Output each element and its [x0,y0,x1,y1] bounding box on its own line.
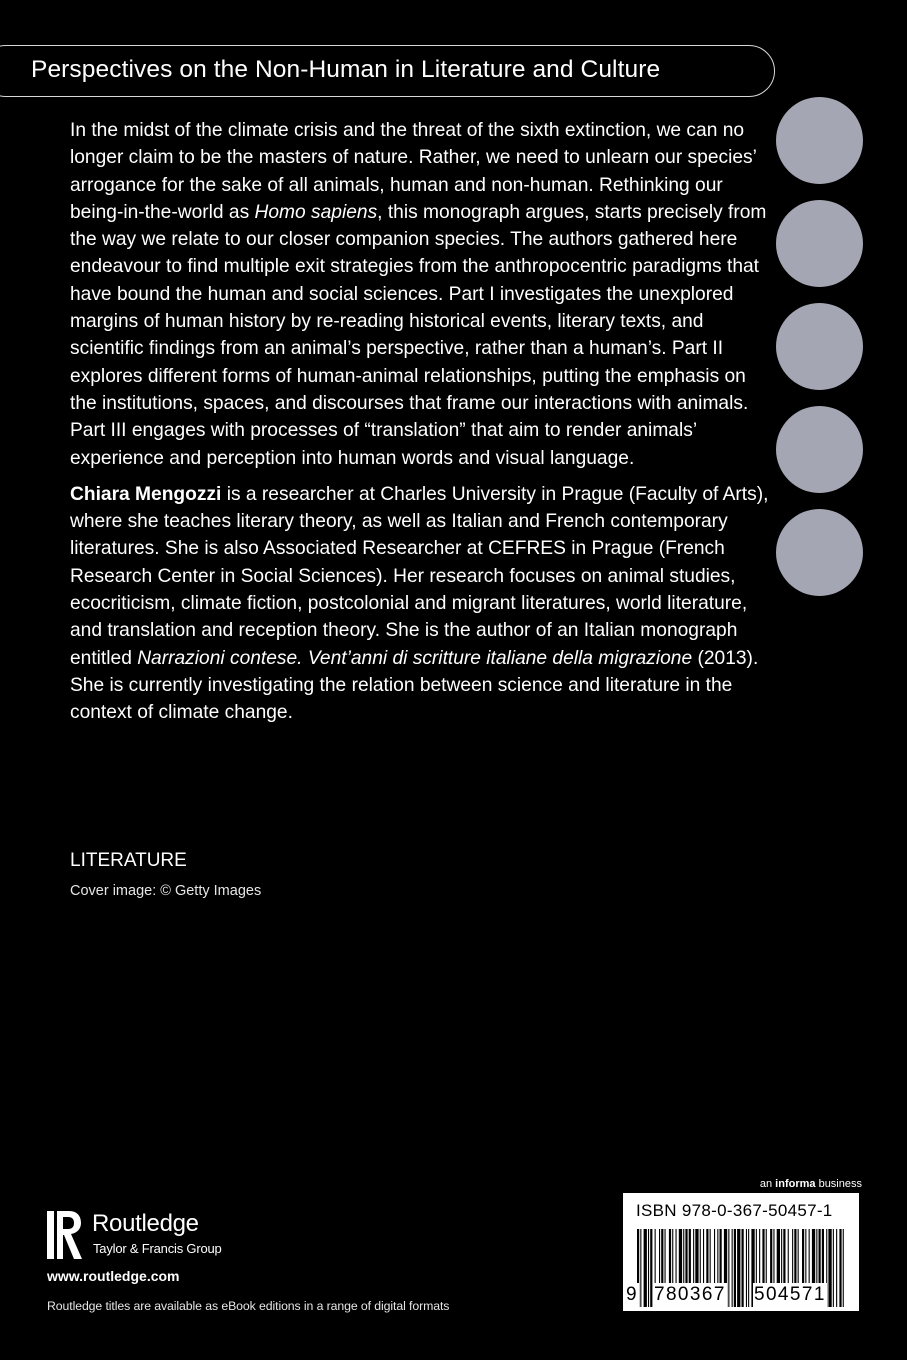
isbn-label: ISBN 978-0-367-50457-1 [636,1201,833,1220]
book-description [70,117,770,472]
informa-brand: informa [775,1178,816,1190]
decorative-dot [776,200,863,287]
ean-digits [625,1283,861,1309]
bio-text-1: is a researcher at Charles University in Prague (Faculty of Arts), where she teaches literary theory, as well as Italian and French contemporary literatures. She is also Associated Researcher at CEFRES in Prague (French Research Center in Social Sciences). Her research focuses on animal studies, ecocriticism, climate fiction, postcolonial and migrant literatures, world literature, and translation and reception theory. She is the author of an Italian monograph entitled [70,483,769,669]
publisher-url[interactable]: www.routledge.com [47,1268,180,1284]
ean-digits-right: 504571 [754,1284,826,1305]
decorative-dot [776,406,863,493]
author-name: Chiara Mengozzi [70,483,222,505]
informa-suffix: business [815,1178,862,1190]
cover-credit: Cover image: © Getty Images [70,883,262,899]
informa-prefix: an [759,1178,776,1190]
decorative-dot [776,303,863,390]
description-italic: Homo sapiens [254,201,378,223]
ean-digit-first: 9 [626,1284,638,1305]
ebook-note: Routledge titles are available as eBook editions in a range of digital formats [47,1299,450,1313]
bio-italic-title: Narrazioni contese. Vent’anni di scritture italiane della migrazione [137,647,693,669]
back-cover-text [70,117,770,727]
decorative-dot [776,97,863,184]
series-title: Perspectives on the Non-Human in Literature and Culture [31,56,661,83]
decorative-dots [776,97,863,612]
decorative-dot [776,509,863,596]
author-bio [70,481,770,727]
ean-digits-left: 780367 [654,1284,726,1305]
subject-category: LITERATURE [70,850,187,871]
publisher-name: Routledge [92,1210,199,1237]
description-text-2: , this monograph argues, starts precisely from the way we relate to our closer companion species. The authors gathered here endeavour to find multiple exit strategies from the anthropocentric paradigms that have bound the human and social sciences. Part I investigates the unexplored margins of human history by re-reading historical events, literary texts, and scientific findings from an animal’s perspective, rather than a human’s. Part II explores different forms of human-animal relationships, putting the emphasis on the institutions, spaces, and discourses that frame our interactions with animals. Part III engages with processes of “translation” that aim to render animals’ experience and perception into human words and visual language. [70,201,767,469]
description-text-1: In the midst of the climate crisis and the threat of the sixth extinction, we can no longer claim to be the masters of nature. Rather, we need to unlearn our species’ arrogance for the sake of all animals, human and non-human. Rethinking our being-in-the-world as [70,120,757,223]
barcode-box [622,1192,860,1312]
publisher-group: Taylor & Francis Group [93,1241,222,1256]
bio-text-2: (2013). She is currently investigating the relation between science and literature in the context of climate change. [70,647,759,724]
routledge-logo-icon [45,1207,85,1261]
informa-tagline [760,1178,862,1190]
